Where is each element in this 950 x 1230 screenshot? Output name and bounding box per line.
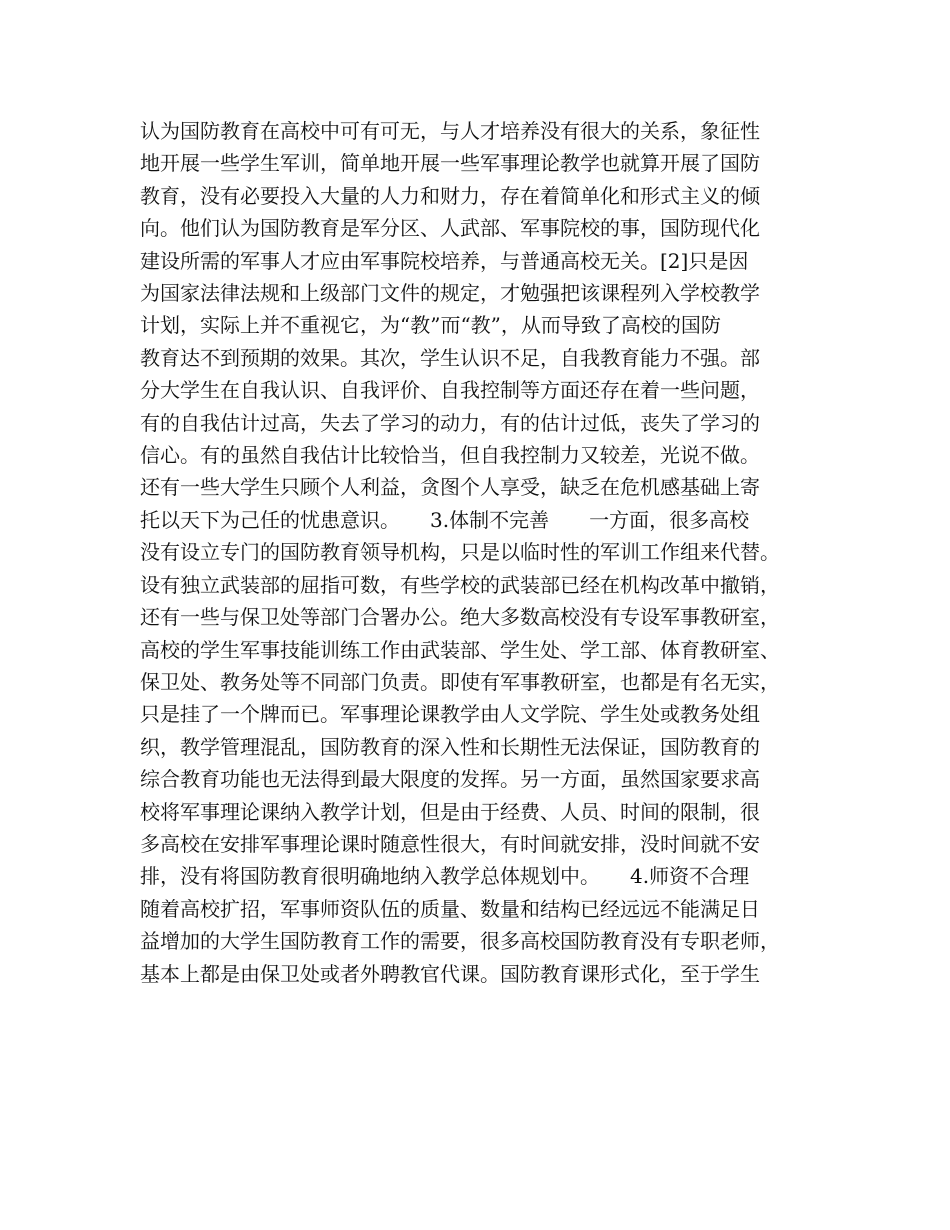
text-line: 向。他们认为国防教育是军分区、人武部、军事院校的事，国防现代化 [140,216,760,241]
text-line: 保卫处、教务处等不同部门负责。即使有军事教研室，也都是有名无实， [140,669,780,694]
text-line: 织，教学管理混乱，国防教育的深入性和长期性无法保证，国防教育的 [140,734,760,759]
text-line: 教育，没有必要投入大量的人力和财力，存在着简单化和形式主义的倾 [140,183,760,208]
text-line: 随着高校扩招，军事师资队伍的质量、数量和结构已经远远不能满足日 [140,896,760,921]
text-line: 建设所需的军事人才应由军事院校培养，与普通高校无关。[2]只是因 [140,248,749,273]
text-line: 排，没有将国防教育很明确地纳入教学总体规划中。 4.师资不合理 [140,864,750,889]
text-line: 为国家法律法规和上级部门文件的规定，才勉强把该课程列入学校教学 [140,281,760,306]
body-text [140,115,830,990]
text-line: 认为国防教育在高校中可有可无，与人才培养没有很大的关系，象征性 [140,119,760,143]
text-line: 还有一些大学生只顾个人利益，贪图个人享受，缺乏在危机感基础上寄 [140,475,760,500]
text-line: 没有设立专门的国防教育领导机构，只是以临时性的军训工作组来代替。 [140,540,780,565]
text-line: 托以天下为己任的忧患意识。 3.体制不完善 一方面，很多高校 [140,507,750,532]
text-line: 信心。有的虽然自我估计比较恰当，但自我控制力又较差，光说不做。 [140,443,760,468]
text-line: 多高校在安排军事理论课时随意性很大，有时间就安排，没时间就不安 [140,831,760,856]
text-line: 设有独立武装部的屈指可数，有些学校的武装部已经在机构改革中撤销， [140,572,780,597]
text-line: 只是挂了一个牌而已。军事理论课教学由人文学院、学生处或教务处组 [140,702,760,727]
text-line: 综合教育功能也无法得到最大限度的发挥。另一方面，虽然国家要求高 [140,767,760,792]
text-line: 基本上都是由保卫处或者外聘教官代课。国防教育课形式化，至于学生 [140,961,760,986]
text-line: 教育达不到预期的效果。其次，学生认识不足，自我教育能力不强。部 [140,345,760,370]
text-line: 校将军事理论课纳入教学计划，但是由于经费、人员、时间的限制，很 [140,799,760,824]
text-line: 地开展一些学生军训，简单地开展一些军事理论教学也就算开展了国防 [140,151,760,176]
text-line: 分大学生在自我认识、自我评价、自我控制等方面还存在着一些问题， [140,378,760,403]
text-line: 还有一些与保卫处等部门合署办公。绝大多数高校没有专设军事教研室， [140,605,780,630]
text-line: 有的自我估计过高，失去了学习的动力，有的估计过低，丧失了学习的 [140,410,760,435]
text-line: 益增加的大学生国防教育工作的需要，很多高校国防教育没有专职老师， [140,929,780,954]
text-line: 高校的学生军事技能训练工作由武装部、学生处、学工部、体育教研室、 [140,637,780,662]
text-line: 计划，实际上并不重视它，为“教”而“教”，从而导致了高校的国防 [140,313,721,338]
